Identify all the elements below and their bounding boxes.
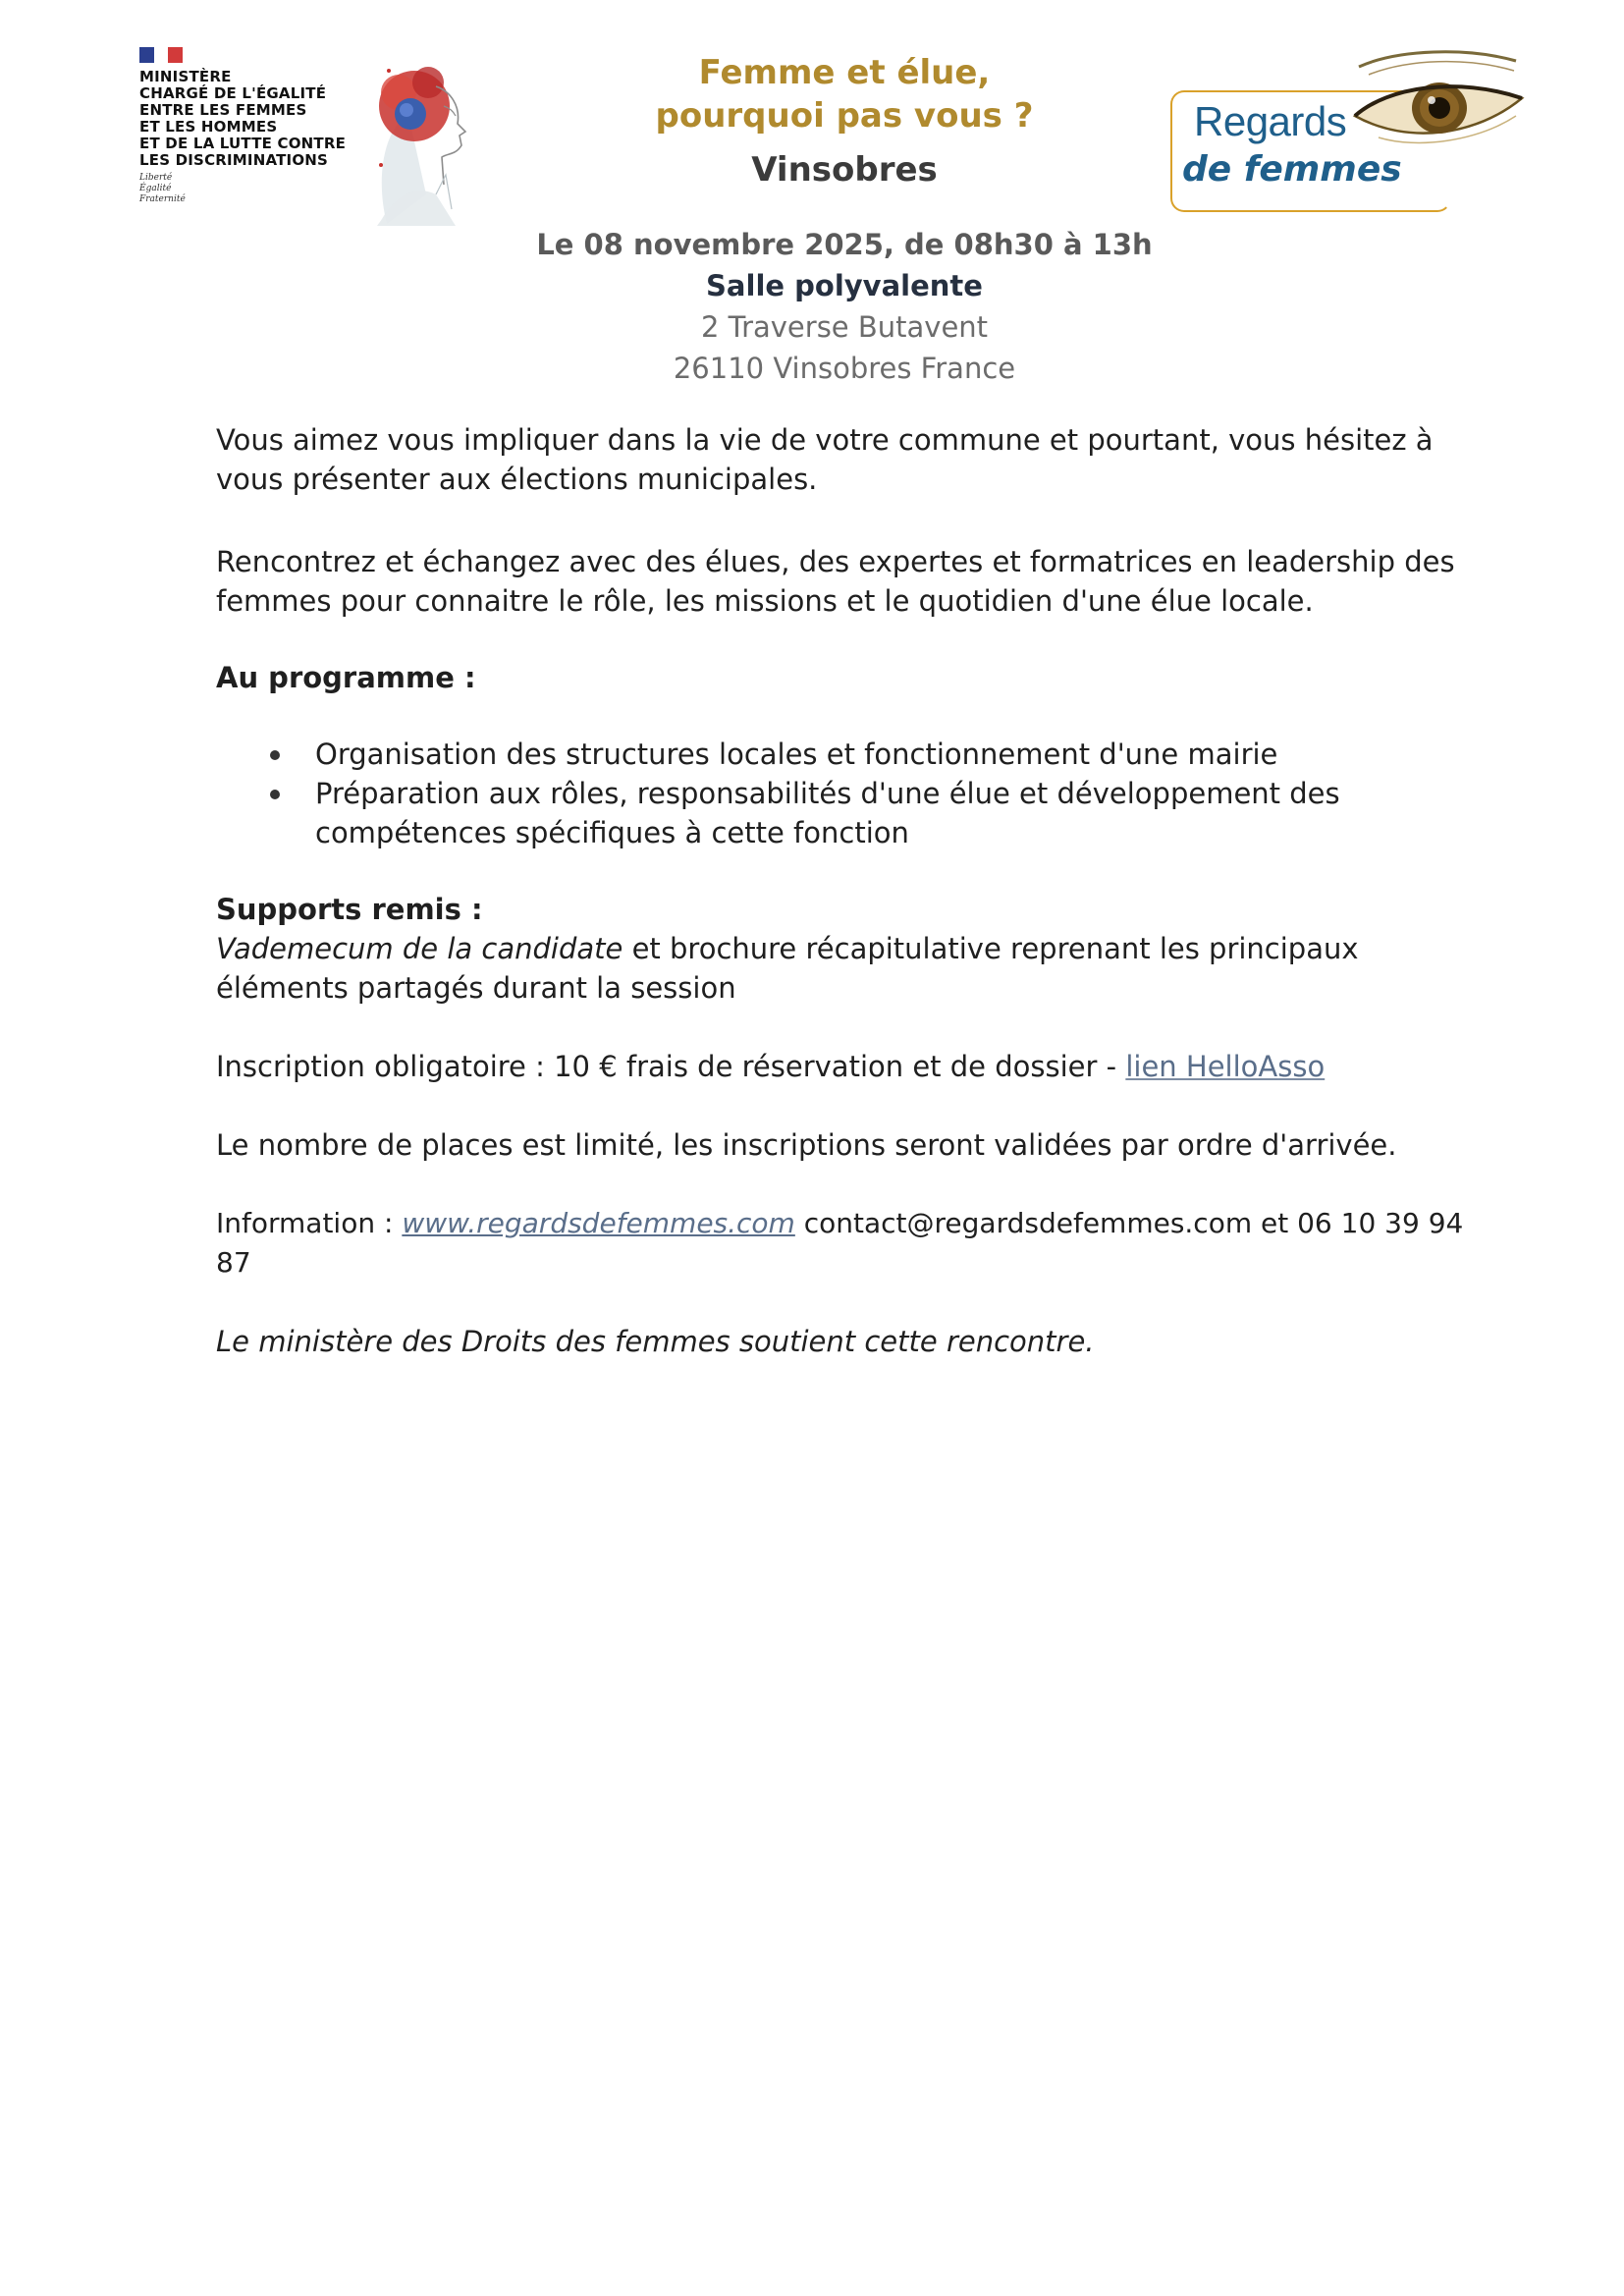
logo-text-de-femmes: de femmes	[1182, 149, 1402, 190]
document-body	[216, 420, 1483, 1361]
list-item: Préparation aux rôles, responsabilités d'une élue et développement des compétences spécifiques à cette fonction	[216, 774, 1483, 852]
event-date: Le 08 novembre 2025, de 08h30 à 13h	[536, 228, 1153, 261]
regards-de-femmes-logo	[1164, 47, 1528, 220]
event-address-line-1: 2 Traverse Butavent	[700, 310, 989, 344]
event-title	[569, 51, 1119, 192]
supports-description: et brochure récapitulative reprenant les principaux éléments partagés durant la session	[216, 932, 1359, 1005]
event-venue: Salle polyvalente	[706, 269, 983, 302]
supports-paragraph	[216, 929, 1483, 1008]
places-paragraph: Le nombre de places est limité, les inscriptions seront validées par ordre d'arrivée.	[216, 1128, 1397, 1162]
intro-paragraph: Vous aimez vous impliquer dans la vie de votre commune et pourtant, vous hésitez à vous présenter aux élections municipales.	[216, 423, 1434, 496]
french-flag-icon	[139, 47, 183, 63]
title-line-1: Femme et élue,	[698, 53, 991, 92]
republic-motto: Liberté Égalité Fraternité	[139, 173, 186, 204]
title-location: Vinsobres	[751, 150, 938, 190]
information-line	[216, 1204, 1483, 1283]
website-link[interactable]: www.regardsdefemmes.com	[402, 1207, 795, 1239]
logo-text-regards: Regards	[1194, 98, 1347, 144]
inscription-paragraph	[216, 1047, 1483, 1086]
ministry-name: MINISTÈRE CHARGÉ DE L'ÉGALITÉ ENTRE LES FEMMES ET LES HOMMES ET DE LA LUTTE CONTRE LES DISCRIMINATIONS	[139, 68, 347, 169]
meet-paragraph: Rencontrez et échangez avec des élues, des expertes et formatrices en leadership des femmes pour connaitre le rôle, les missions et le quotidien d'une élue locale.	[216, 545, 1455, 618]
marianne-illustration	[367, 47, 524, 226]
helloasso-link[interactable]: lien HelloAsso	[1125, 1050, 1326, 1083]
supports-vademecum: Vademecum de la candidate	[216, 932, 623, 965]
event-address-line-2: 26110 Vinsobres France	[673, 352, 1016, 385]
inscription-text: Inscription obligatoire : 10 € frais de réservation et de dossier -	[216, 1050, 1126, 1083]
ministry-logo-block	[139, 47, 532, 224]
eye-icon	[1349, 47, 1528, 165]
programme-heading: Au programme :	[216, 661, 476, 694]
contact-details: contact@regardsdefemmes.com et 06 10 39 94 87	[216, 1207, 1464, 1279]
programme-list	[216, 735, 1483, 852]
title-line-2: pourquoi pas vous ?	[655, 96, 1034, 136]
supports-heading: Supports remis :	[216, 893, 483, 926]
event-details	[491, 224, 1198, 389]
list-item: Organisation des structures locales et fonctionnement d'une mairie	[216, 735, 1483, 774]
information-label: Information :	[216, 1207, 403, 1239]
support-statement: Le ministère des Droits des femmes soutient cette rencontre.	[216, 1325, 1095, 1358]
